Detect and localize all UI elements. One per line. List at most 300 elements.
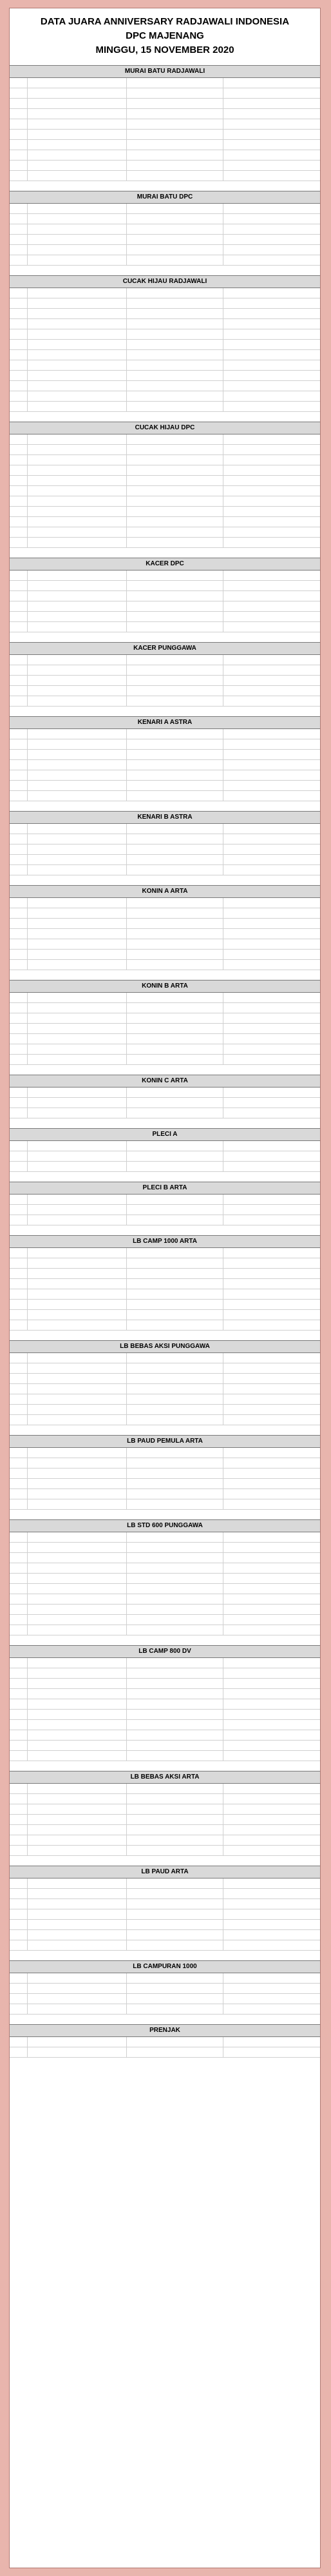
owner-cell	[127, 1751, 223, 1761]
bird-name-cell	[28, 1034, 127, 1044]
rank-cell	[10, 465, 28, 475]
owner-cell	[127, 507, 223, 516]
section-title: LB STD 600 PUNGGAWA	[10, 1519, 320, 1532]
rank-cell	[10, 591, 28, 601]
table-row	[10, 1151, 320, 1162]
owner-cell	[127, 1108, 223, 1118]
bird-name-cell	[28, 1384, 127, 1394]
bird-name-cell	[28, 140, 127, 150]
bird-name-cell	[28, 601, 127, 611]
team-cell	[223, 402, 320, 411]
table-row	[10, 319, 320, 329]
rank-cell	[10, 1489, 28, 1499]
bird-name-cell	[28, 1248, 127, 1258]
bird-name-cell	[28, 1878, 127, 1888]
owner-cell	[127, 1195, 223, 1204]
rank-cell	[10, 1909, 28, 1919]
team-cell	[223, 298, 320, 308]
rank-cell	[10, 950, 28, 959]
rank-cell	[10, 855, 28, 864]
bird-name-cell	[28, 507, 127, 516]
team-cell	[223, 1594, 320, 1604]
team-cell	[223, 1658, 320, 1668]
table-row	[10, 1458, 320, 1469]
bird-name-cell	[28, 1594, 127, 1604]
table-row	[10, 1258, 320, 1269]
bird-name-cell	[28, 2037, 127, 2047]
owner-cell	[127, 298, 223, 308]
bird-name-cell	[28, 1543, 127, 1552]
table-row	[10, 1195, 320, 1205]
team-cell	[223, 591, 320, 601]
table-row	[10, 1920, 320, 1930]
rank-cell	[10, 255, 28, 265]
team-cell	[223, 960, 320, 970]
bird-name-cell	[28, 1668, 127, 1678]
team-cell	[223, 844, 320, 854]
team-cell	[223, 1940, 320, 1950]
rank-cell	[10, 1878, 28, 1888]
team-cell	[223, 770, 320, 780]
rank-cell	[10, 235, 28, 244]
bird-name-cell	[28, 1458, 127, 1468]
rank-cell	[10, 517, 28, 527]
owner-cell	[127, 1699, 223, 1709]
table-row	[10, 1710, 320, 1720]
owner-cell	[127, 1098, 223, 1107]
rank-cell	[10, 1543, 28, 1552]
team-cell	[223, 739, 320, 749]
team-cell	[223, 676, 320, 685]
bird-name-cell	[28, 527, 127, 537]
owner-cell	[127, 1730, 223, 1740]
table-row	[10, 676, 320, 686]
rank-cell	[10, 1024, 28, 1033]
section-title: KACER PUNGGAWA	[10, 642, 320, 655]
results-section	[10, 1771, 320, 1856]
rank-cell	[10, 1034, 28, 1044]
owner-cell	[127, 224, 223, 234]
team-cell	[223, 729, 320, 739]
table-row	[10, 729, 320, 739]
table-row	[10, 391, 320, 402]
owner-cell	[127, 1984, 223, 1993]
team-cell	[223, 371, 320, 380]
owner-cell	[127, 622, 223, 632]
team-cell	[223, 1458, 320, 1468]
team-cell	[223, 130, 320, 139]
table-row	[10, 1689, 320, 1699]
bird-name-cell	[28, 381, 127, 391]
rank-cell	[10, 1930, 28, 1940]
rank-cell	[10, 245, 28, 255]
owner-cell	[127, 1499, 223, 1509]
bird-name-cell	[28, 939, 127, 949]
owner-cell	[127, 109, 223, 119]
owner-cell	[127, 381, 223, 391]
table-row	[10, 1720, 320, 1730]
bird-name-cell	[28, 844, 127, 854]
owner-cell	[127, 1899, 223, 1909]
team-cell	[223, 1804, 320, 1814]
table-row	[10, 581, 320, 591]
team-cell	[223, 665, 320, 675]
table-row	[10, 1889, 320, 1899]
team-cell	[223, 245, 320, 255]
owner-cell	[127, 1384, 223, 1394]
section-title: KONIN C ARTA	[10, 1075, 320, 1088]
owner-cell	[127, 1034, 223, 1044]
bird-name-cell	[28, 855, 127, 864]
document-date: MINGGU, 15 NOVEMBER 2020	[95, 44, 234, 55]
section-title: PRENJAK	[10, 2024, 320, 2037]
results-section	[10, 1075, 320, 1118]
owner-cell	[127, 319, 223, 329]
section-title: PLECI A	[10, 1128, 320, 1141]
rank-cell	[10, 1479, 28, 1488]
bird-name-cell	[28, 1310, 127, 1320]
owner-cell	[127, 1479, 223, 1488]
team-cell	[223, 939, 320, 949]
bird-name-cell	[28, 581, 127, 590]
rank-cell	[10, 865, 28, 875]
owner-cell	[127, 919, 223, 928]
team-cell	[223, 1363, 320, 1373]
table-row	[10, 1794, 320, 1804]
owner-cell	[127, 1741, 223, 1750]
table-row	[10, 1489, 320, 1499]
bird-name-cell	[28, 739, 127, 749]
table-row	[10, 350, 320, 360]
owner-cell	[127, 1394, 223, 1404]
owner-cell	[127, 1003, 223, 1013]
owner-cell	[127, 781, 223, 790]
rank-cell	[10, 1553, 28, 1563]
section-title: LB CAMP 800 DV	[10, 1645, 320, 1658]
results-sheet	[9, 8, 321, 2568]
bird-name-cell	[28, 1984, 127, 1993]
rank-cell	[10, 1248, 28, 1258]
table-row	[10, 1909, 320, 1920]
results-section	[10, 1182, 320, 1225]
team-cell	[223, 1141, 320, 1151]
team-cell	[223, 1215, 320, 1225]
owner-cell	[127, 2037, 223, 2047]
table-row	[10, 214, 320, 224]
team-cell	[223, 1258, 320, 1268]
bird-name-cell	[28, 78, 127, 88]
table-row	[10, 360, 320, 371]
owner-cell	[127, 1574, 223, 1583]
table-row	[10, 1543, 320, 1553]
owner-cell	[127, 1846, 223, 1855]
team-cell	[223, 760, 320, 770]
owner-cell	[127, 739, 223, 749]
bird-name-cell	[28, 161, 127, 170]
table-row	[10, 465, 320, 476]
rank-cell	[10, 1668, 28, 1678]
owner-cell	[127, 676, 223, 685]
owner-cell	[127, 1784, 223, 1793]
bird-name-cell	[28, 950, 127, 959]
team-cell	[223, 1668, 320, 1678]
table-row	[10, 486, 320, 496]
table-row	[10, 1751, 320, 1761]
rank-cell	[10, 88, 28, 98]
rank-cell	[10, 496, 28, 506]
rank-cell	[10, 1013, 28, 1023]
team-cell	[223, 496, 320, 506]
owner-cell	[127, 612, 223, 621]
bird-name-cell	[28, 1195, 127, 1204]
team-cell	[223, 1699, 320, 1709]
table-row	[10, 517, 320, 527]
rank-cell	[10, 1846, 28, 1855]
bird-name-cell	[28, 1615, 127, 1625]
bird-name-cell	[28, 1784, 127, 1793]
team-cell	[223, 465, 320, 475]
owner-cell	[127, 855, 223, 864]
owner-cell	[127, 1543, 223, 1552]
rank-cell	[10, 1003, 28, 1013]
table-row	[10, 309, 320, 319]
bird-name-cell	[28, 1699, 127, 1709]
owner-cell	[127, 517, 223, 527]
rank-cell	[10, 1384, 28, 1394]
team-cell	[223, 1679, 320, 1688]
table-row	[10, 527, 320, 538]
table-row	[10, 929, 320, 939]
team-cell	[223, 1835, 320, 1845]
team-cell	[223, 340, 320, 349]
bird-name-cell	[28, 1024, 127, 1033]
owner-cell	[127, 1162, 223, 1171]
bird-name-cell	[28, 465, 127, 475]
bird-name-cell	[28, 898, 127, 908]
team-cell	[223, 2004, 320, 2014]
owner-cell	[127, 791, 223, 801]
rank-cell	[10, 581, 28, 590]
bird-name-cell	[28, 1394, 127, 1404]
owner-cell	[127, 824, 223, 834]
bird-name-cell	[28, 929, 127, 939]
section-title: LB PAUD ARTA	[10, 1866, 320, 1878]
table-row	[10, 960, 320, 970]
team-cell	[223, 2047, 320, 2057]
rank-cell	[10, 1458, 28, 1468]
bird-name-cell	[28, 591, 127, 601]
table-row	[10, 622, 320, 632]
results-section	[10, 716, 320, 801]
bird-name-cell	[28, 993, 127, 1002]
rank-cell	[10, 360, 28, 370]
owner-cell	[127, 696, 223, 706]
table-row	[10, 739, 320, 750]
section-title: CUCAK HIJAU RADJAWALI	[10, 275, 320, 288]
bird-name-cell	[28, 696, 127, 706]
table-row	[10, 204, 320, 214]
table-row	[10, 1141, 320, 1151]
bird-name-cell	[28, 686, 127, 696]
table-row	[10, 950, 320, 960]
rank-cell	[10, 99, 28, 108]
team-cell	[223, 381, 320, 391]
team-cell	[223, 1353, 320, 1363]
team-cell	[223, 1994, 320, 2004]
owner-cell	[127, 1563, 223, 1573]
rank-cell	[10, 1994, 28, 2004]
table-row	[10, 1384, 320, 1394]
owner-cell	[127, 288, 223, 298]
owner-cell	[127, 1320, 223, 1330]
table-row	[10, 1532, 320, 1543]
owner-cell	[127, 1269, 223, 1278]
bird-name-cell	[28, 1815, 127, 1824]
table-row	[10, 130, 320, 140]
rank-cell	[10, 1195, 28, 1204]
team-cell	[223, 1300, 320, 1309]
team-cell	[223, 1563, 320, 1573]
table-row	[10, 1162, 320, 1172]
bird-name-cell	[28, 1088, 127, 1097]
bird-name-cell	[28, 1730, 127, 1740]
bird-name-cell	[28, 130, 127, 139]
owner-cell	[127, 88, 223, 98]
owner-cell	[127, 1889, 223, 1898]
rank-cell	[10, 224, 28, 234]
owner-cell	[127, 371, 223, 380]
rank-cell	[10, 791, 28, 801]
owner-cell	[127, 1994, 223, 2004]
rank-cell	[10, 1658, 28, 1668]
bird-name-cell	[28, 1363, 127, 1373]
owner-cell	[127, 1258, 223, 1268]
rank-cell	[10, 1141, 28, 1151]
document-title: DATA JUARA ANNIVERSARY RADJAWALI INDONESIA	[40, 16, 290, 27]
table-row	[10, 844, 320, 855]
bird-name-cell	[28, 2047, 127, 2057]
bird-name-cell	[28, 496, 127, 506]
bird-name-cell	[28, 1710, 127, 1719]
owner-cell	[127, 1141, 223, 1151]
owner-cell	[127, 1055, 223, 1064]
bird-name-cell	[28, 319, 127, 329]
table-row	[10, 1469, 320, 1479]
rank-cell	[10, 1574, 28, 1583]
rank-cell	[10, 898, 28, 908]
bird-name-cell	[28, 109, 127, 119]
bird-name-cell	[28, 371, 127, 380]
bird-name-cell	[28, 224, 127, 234]
owner-cell	[127, 455, 223, 465]
table-row	[10, 224, 320, 235]
rank-cell	[10, 109, 28, 119]
bird-name-cell	[28, 1162, 127, 1171]
team-cell	[223, 255, 320, 265]
owner-cell	[127, 1794, 223, 1804]
results-section	[10, 980, 320, 1065]
table-row	[10, 245, 320, 255]
owner-cell	[127, 908, 223, 918]
bird-name-cell	[28, 350, 127, 360]
table-row	[10, 908, 320, 919]
rank-cell	[10, 1973, 28, 1983]
table-row	[10, 1363, 320, 1374]
rank-cell	[10, 686, 28, 696]
team-cell	[223, 908, 320, 918]
rank-cell	[10, 1044, 28, 1054]
team-cell	[223, 1108, 320, 1118]
rank-cell	[10, 288, 28, 298]
owner-cell	[127, 1679, 223, 1688]
rank-cell	[10, 161, 28, 170]
bird-name-cell	[28, 612, 127, 621]
owner-cell	[127, 729, 223, 739]
bird-name-cell	[28, 665, 127, 675]
owner-cell	[127, 360, 223, 370]
owner-cell	[127, 760, 223, 770]
table-row	[10, 834, 320, 844]
owner-cell	[127, 929, 223, 939]
team-cell	[223, 1553, 320, 1563]
rank-cell	[10, 402, 28, 411]
rank-cell	[10, 739, 28, 749]
bird-name-cell	[28, 2004, 127, 2014]
rank-cell	[10, 1499, 28, 1509]
bird-name-cell	[28, 476, 127, 485]
bird-name-cell	[28, 1804, 127, 1814]
table-row	[10, 601, 320, 612]
rank-cell	[10, 1940, 28, 1950]
rank-cell	[10, 750, 28, 759]
table-row	[10, 1625, 320, 1635]
team-cell	[223, 507, 320, 516]
table-row	[10, 1658, 320, 1668]
team-cell	[223, 1310, 320, 1320]
bird-name-cell	[28, 834, 127, 844]
table-row	[10, 919, 320, 929]
rank-cell	[10, 1689, 28, 1699]
team-cell	[223, 309, 320, 318]
rank-cell	[10, 1741, 28, 1750]
team-cell	[223, 1846, 320, 1855]
owner-cell	[127, 993, 223, 1002]
team-cell	[223, 140, 320, 150]
bird-name-cell	[28, 1973, 127, 1983]
table-row	[10, 476, 320, 486]
table-row	[10, 329, 320, 340]
bird-name-cell	[28, 1574, 127, 1583]
table-row	[10, 2037, 320, 2047]
owner-cell	[127, 1532, 223, 1542]
bird-name-cell	[28, 391, 127, 401]
owner-cell	[127, 1835, 223, 1845]
table-row	[10, 760, 320, 770]
owner-cell	[127, 1689, 223, 1699]
table-row	[10, 898, 320, 908]
team-cell	[223, 1710, 320, 1719]
table-row	[10, 1594, 320, 1605]
table-row	[10, 507, 320, 517]
rank-cell	[10, 1269, 28, 1278]
rank-cell	[10, 150, 28, 160]
bird-name-cell	[28, 1108, 127, 1118]
bird-name-cell	[28, 255, 127, 265]
rank-cell	[10, 1825, 28, 1835]
section-title: LB BEBAS AKSI PUNGGAWA	[10, 1340, 320, 1353]
owner-cell	[127, 1668, 223, 1678]
team-cell	[223, 1415, 320, 1425]
